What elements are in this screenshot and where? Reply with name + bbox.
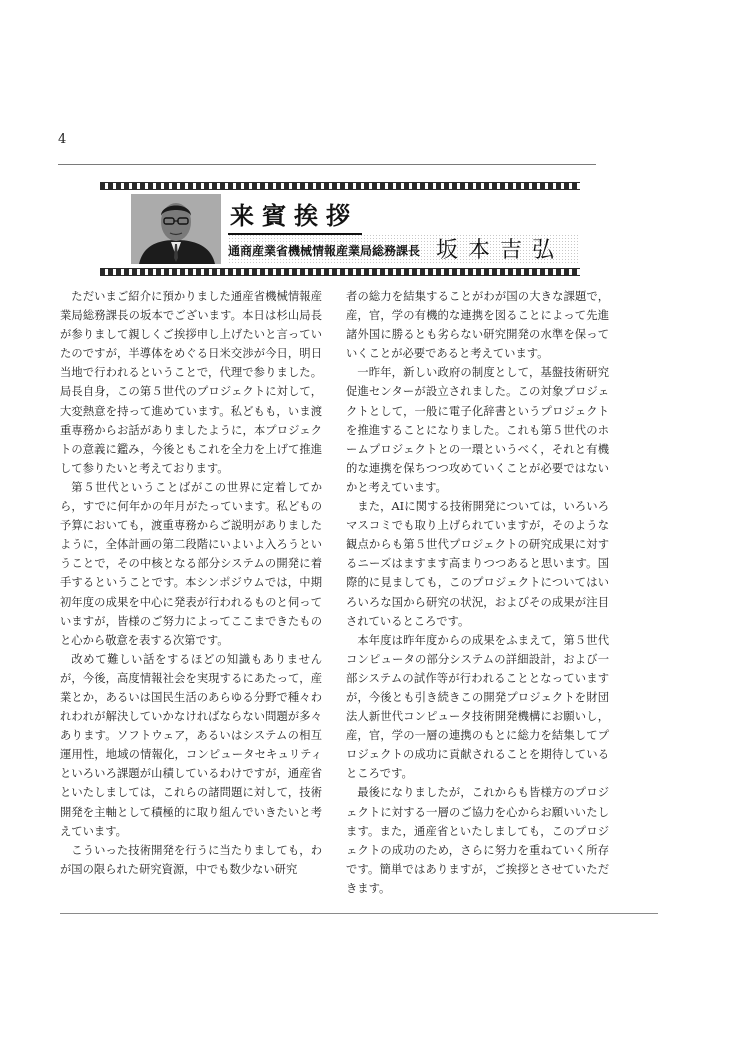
paragraph: 一昨年，新しい政府の制度として，基盤技術研究促進センターが設立されました。この対象プロジェクトとして，一般に電子化辞書というプロジェクトを推進することになりました。これも第５世代のホームプロジェクトとの一環というべく，それと有機的な連携を保ちつつ攻めていくことが必要ではないかと考えています。 bbox=[346, 366, 609, 494]
paragraph: 第５世代ということばがこの世界に定着してから，すでに何年かの年月がたっています。私どもの予算においても，渡重専務からご説明がありましたように，全体計画の第二段階にいよいよ入ろうということで，その中核となる部分システムの開発に着手するということです。本シンポジウムでは，中期初年度の成果を中心に発表が行われるものと伺っていますが，皆様のご努力によってここまできたものと心から敬意を表する次第です。 bbox=[60, 480, 322, 647]
paragraph: 本年度は昨年度からの成果をふまえて，第５世代コンピュータの部分システムの詳細設計，および一部システムの試作等が行われることとなっていますが，今後とも引き続きこの開発プロジェクトを財団法人新世代コンピュータ技術開発機構にお願いし，産，官，学の一層の連携のもとに総力を結集してプロジェクトの成功に貢献されることを期待しているところです。 bbox=[346, 633, 609, 781]
body-column-left bbox=[60, 287, 322, 879]
portrait-photo bbox=[131, 194, 221, 264]
author-name: 坂本吉弘 bbox=[436, 238, 565, 263]
author-line bbox=[228, 234, 578, 264]
paragraph: こういった技術開発を行うに当たりましても，わが国の限られた研究資源，中でも数少ない研究 bbox=[60, 843, 322, 876]
paragraph: 最後になりましたが，これからも皆様方のプロジェクトに対する一層のご協力を心からお願いいたします。また，通産省といたしましても，このプロジェクトの成功のため，さらに努力を重ねていく所存です。簡単ではありますが，ご挨拶とさせていただきます。 bbox=[346, 786, 609, 895]
top-rule bbox=[58, 164, 596, 165]
author-affiliation: 通商産業省機械情報産業局総務課長 bbox=[228, 244, 421, 258]
paragraph: 改めて難しい話をするほどの知識もありませんが，今後，高度情報社会を実現するにあたって，産業とか，あるいは国民生活のあらゆる分野で種々われわれが解決していかなければならない問題が多々あります。ソフトウェア，あるいはシステムの相互運用性，地域の情報化，コンピュータセキュリティといろいろ課題が山積しているわけですが，通産省といたしましては，これらの諸問題に対して，技術開発を主軸として積極的に取り組んでいきたいと考えています。 bbox=[60, 652, 322, 838]
decorative-chain-border-bottom bbox=[100, 268, 580, 276]
page-number: 4 bbox=[58, 132, 67, 147]
article-title: 来賓挨拶 bbox=[228, 196, 362, 235]
decorative-chain-border-top bbox=[100, 182, 580, 190]
paragraph: 者の総力を結集することがわが国の大きな課題で，産，官，学の有機的な連携を図ることによって先進諸外国に勝るとも劣らない研究開発の水準を保っていくことが必要であると考えています。 bbox=[346, 290, 609, 361]
body-column-right bbox=[346, 287, 609, 898]
portrait-photo-icon bbox=[131, 194, 221, 264]
paragraph: また，AIに関する技術開発については，いろいろマスコミでも取り上げられていますが，そのような観点からも第５世代プロジェクトの研究成果に対するニーズはますます高まりつつあると思います。国際的に見ましても，このプロジェクトについてはいろいろな国から研究の状況，およびその成果が注目されているところです。 bbox=[346, 500, 609, 628]
paragraph: ただいまご紹介に預かりました通産省機械情報産業局総務課長の坂本でございます。本日は杉山局長が参りまして親しくご挨拶申し上げたいと言っていたのですが，半導体をめぐる日米交渉が今日，明日当地で行われるということで，代理で参りました。局長自身，この第５世代のプロジェクトに対して，大変熱意を持って進めています。私どもも，いま渡重専務からお話がありましたように，本プロジェクトの意義に鑑み，今後ともこれを全力を上げて推進して参りたいと考えております。 bbox=[60, 290, 322, 475]
bottom-rule bbox=[60, 913, 658, 914]
